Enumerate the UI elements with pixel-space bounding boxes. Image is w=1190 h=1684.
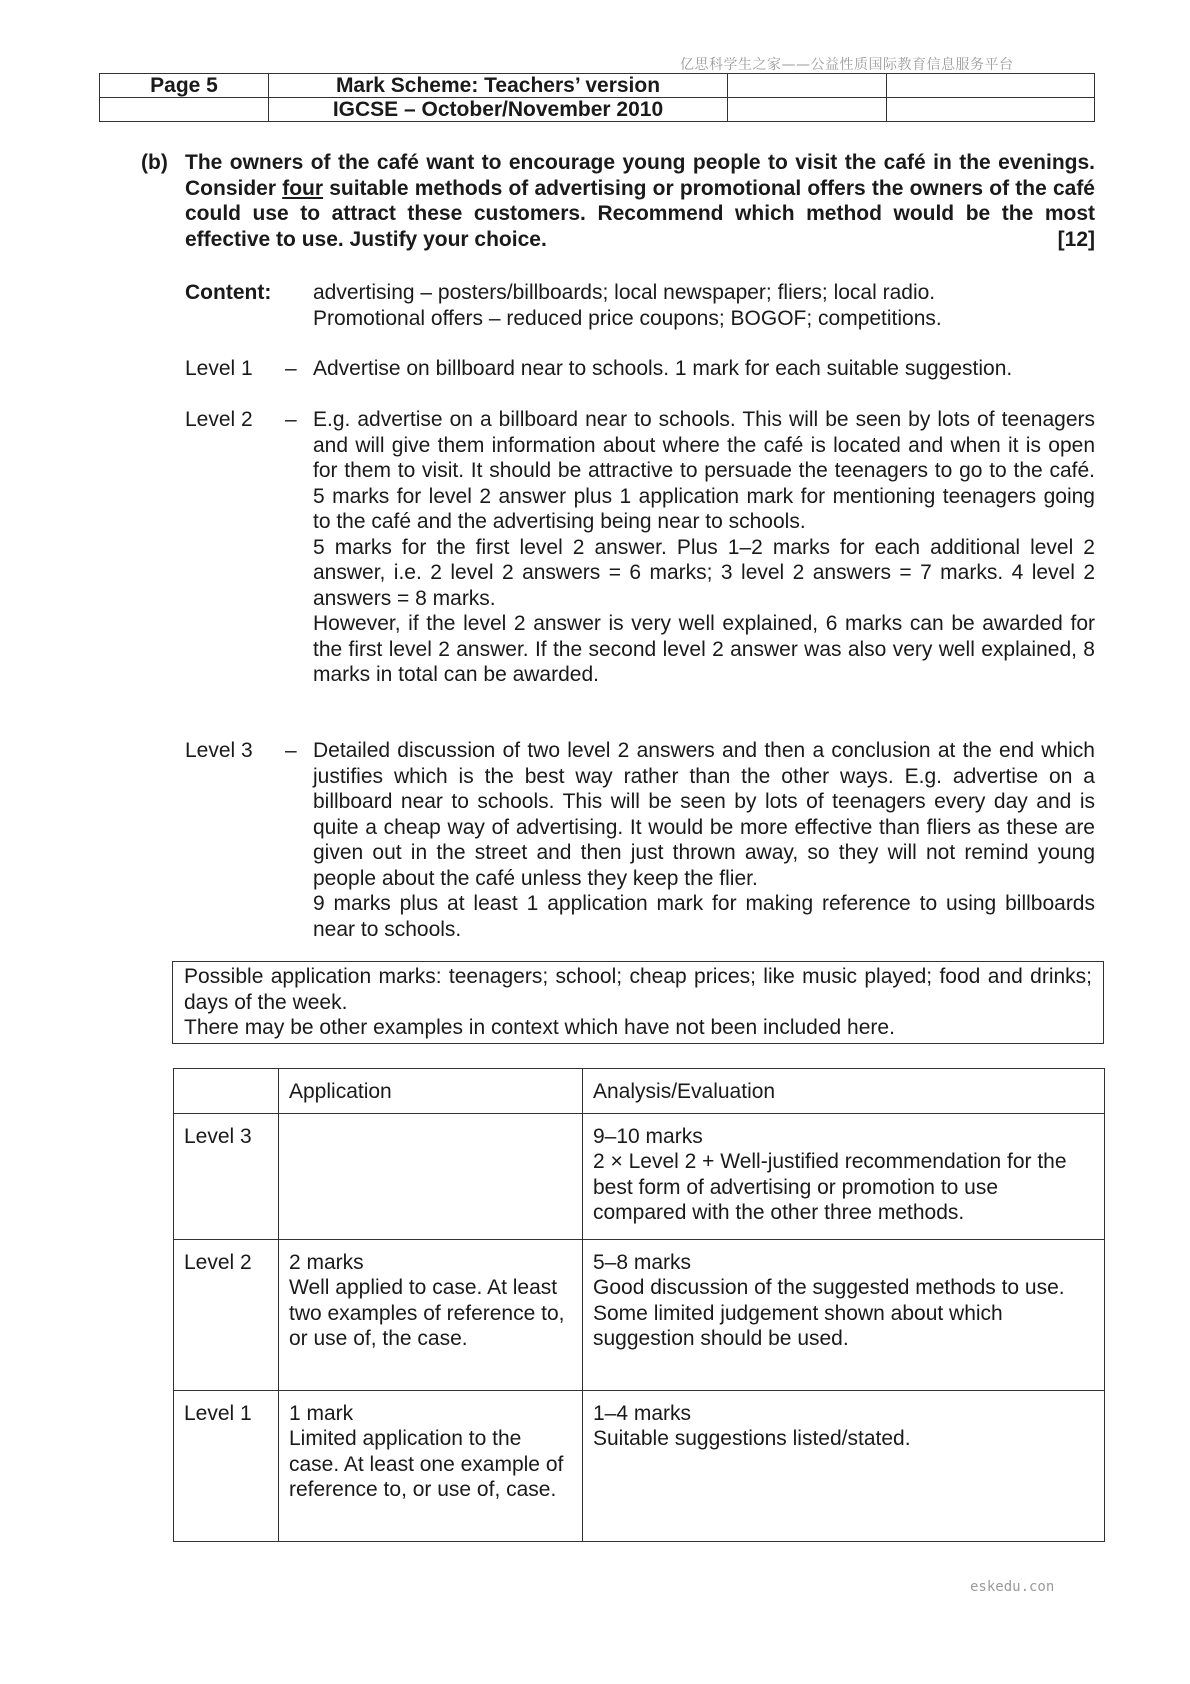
header-empty-cell — [100, 98, 269, 122]
level-paragraph: Detailed discussion of two level 2 answers and then a conclusion at the end which justifies which is the best way rather than the other ways. E.g. advertise on a billboard near to schools. This will be seen by lots of teenagers every day and is quite a cheap way of advertising. It would be more effective than fliers as these are given out in the street and then just thrown away, so they will not remind young people about the café unless they keep the flier. — [313, 739, 1095, 890]
cell-description: Well applied to case. At least two examples of reference to, or use of, the case. — [289, 1276, 565, 1350]
exam-session: IGCSE – October/November 2010 — [269, 98, 728, 122]
analysis-cell — [583, 1239, 1105, 1390]
level-cell: Level 2 — [174, 1239, 279, 1390]
cell-marks: 1 mark — [289, 1401, 354, 1425]
cell-marks: 1–4 marks — [593, 1401, 692, 1425]
application-marks-note: There may be other examples in context which have not been included here. — [184, 1016, 895, 1039]
level-paragraph: E.g. advertise on a billboard near to schools. This will be seen by lots of teenagers and will give them information about where the café is located and when it is open for them to visit. It should be attractive to persuade the teenagers to go to the café. 5 marks for level 2 answer plus 1 application mark for mentioning teenagers going to the café and the advertising being near to schools. — [313, 408, 1095, 533]
question-text — [185, 150, 1095, 252]
header-empty-cell — [887, 74, 1095, 98]
cell-marks: 9–10 marks — [593, 1124, 703, 1148]
analysis-cell — [583, 1390, 1105, 1541]
header-empty-cell — [728, 98, 887, 122]
level-paragraph: Advertise on billboard near to schools. 1 mark for each suitable suggestion. — [313, 357, 1013, 380]
level-cell: Level 1 — [174, 1390, 279, 1541]
table-row — [174, 1390, 1105, 1541]
application-cell — [279, 1390, 583, 1541]
content-line: Promotional offers – reduced price coupons; BOGOF; competitions. — [313, 306, 942, 330]
level-paragraph: 5 marks for the first level 2 answer. Plus 1–2 marks for each additional level 2 answer, i.e. 2 level 2 answers = 6 marks; 3 level 2 answers = 7 marks. 4 level 2 answers = 8 marks. — [313, 535, 1095, 610]
level-dash: – — [285, 408, 297, 431]
application-cell — [279, 1113, 583, 1239]
level-label: Level 2 — [185, 408, 253, 431]
cell-marks: 2 marks — [289, 1250, 364, 1274]
table-row — [174, 1239, 1105, 1390]
level-3-descriptor — [185, 738, 1095, 942]
application-marks-box — [172, 961, 1104, 1044]
watermark-top: 亿思科学生之家——公益性质国际教育信息服务平台 — [680, 57, 1014, 73]
question-emphasis: four — [282, 176, 324, 200]
page-number: Page 5 — [100, 74, 269, 98]
question-text-part: suitable methods of advertising or promotional offers the owners of the café could use to attract these customers. Recommend which method would be the most effective to use. Justify your choice. — [185, 176, 1095, 251]
question-text-part: The owners of the café want to encourage young people to visit the café in the evenings. Consider — [185, 151, 1095, 200]
level-cell: Level 3 — [174, 1113, 279, 1239]
cell-description: Limited application to the case. At least one example of reference to, or use of, case. — [289, 1427, 564, 1501]
watermark-bottom: eskedu.con — [970, 1579, 1055, 1595]
table-header-cell: Analysis/Evaluation — [583, 1069, 1105, 1114]
question-marks: [12] — [1057, 227, 1095, 251]
question-label: (b) — [141, 151, 168, 174]
content-section — [185, 280, 1095, 331]
cell-description: Suitable suggestions listed/stated. — [593, 1427, 911, 1450]
table-header-cell: Application — [279, 1069, 583, 1114]
cell-marks: 5–8 marks — [593, 1250, 692, 1274]
level-paragraph: However, if the level 2 answer is very well explained, 6 marks can be awarded for the first level 2 answer. If the second level 2 answer was also very well explained, 8 marks in total can be awarded. — [313, 612, 1095, 686]
level-dash: – — [285, 739, 297, 762]
table-header-row — [174, 1069, 1105, 1114]
table-row — [174, 1113, 1105, 1239]
question-b — [141, 150, 1095, 252]
level-2-descriptor — [185, 407, 1095, 688]
header-table — [99, 73, 1095, 122]
level-label: Level 1 — [185, 357, 253, 380]
table-header-cell — [174, 1069, 279, 1114]
application-cell — [279, 1239, 583, 1390]
document-title: Mark Scheme: Teachers’ version — [269, 74, 728, 98]
header-empty-cell — [887, 98, 1095, 122]
cell-description: Good discussion of the suggested methods to use. Some limited judgement shown about which suggestion should be used. — [593, 1276, 1065, 1350]
level-1-descriptor — [185, 356, 1095, 382]
level-paragraph: 9 marks plus at least 1 application mark for making reference to using billboards near to schools. — [313, 892, 1095, 941]
cell-description: 2 × Level 2 + Well-justified recommendation for the best form of advertising or promotion to use compared with the other three methods. — [593, 1150, 1067, 1224]
level-label: Level 3 — [185, 739, 253, 762]
level-dash: – — [285, 357, 297, 380]
content-line: advertising – posters/billboards; local newspaper; fliers; local radio. — [313, 281, 936, 304]
header-empty-cell — [728, 74, 887, 98]
application-marks-text: Possible application marks: teenagers; school; cheap prices; like music played; food and drinks; days of the week. — [184, 965, 1092, 1014]
analysis-cell — [583, 1113, 1105, 1239]
levels-table — [173, 1068, 1105, 1542]
content-label: Content: — [185, 281, 272, 304]
